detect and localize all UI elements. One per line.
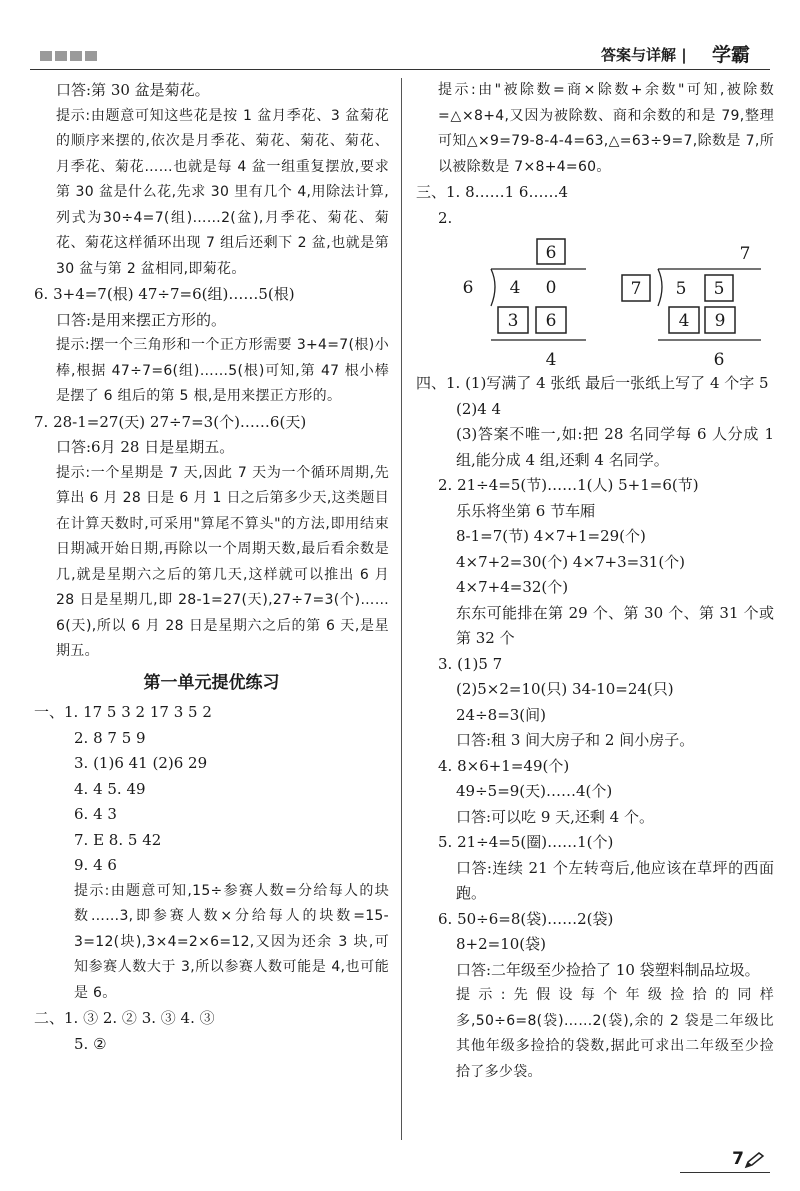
answer-line: 4×7+2=30(个) 4×7+3=31(个)	[456, 552, 686, 571]
answer-line: 口答:租 3 间大房子和 2 间小房子。	[456, 731, 695, 749]
dividend-digit: 5	[713, 279, 725, 299]
answer-line: 东东可能排在第 29 个、第 30 个、第 31 个或第 32 个	[456, 603, 774, 647]
product-digit: 4	[678, 311, 690, 331]
right-column	[416, 78, 774, 1085]
answer-line: 四、1. (1)写满了 4 张纸 最后一张纸上写了 4 个字 5	[416, 374, 769, 392]
answer-line: 口答:6月 28 日是星期五。	[56, 438, 235, 456]
hint-paragraph: 提示:一个星期是 7 天,因此 7 天为一个循环周期,先算出 6 月 28 日是 6 月 1 日之后第多少天,这类题目在计算天数时,可采用"算尾不算头"的方法,即用结束日期减开始日期,再除以一个周期天数,最后看余数是几,就是星期六之后的第几天,这样就可以推出 6 月 28 日是星期几,即 28-1=27(天),27÷7=3(个)……6(天),所以 6 月 28 日是星期六之后的第 6 天,是星期五。	[56, 464, 389, 659]
remainder: 6	[713, 350, 725, 370]
footer-rule	[680, 1172, 770, 1173]
answer-line: (2)4 4	[456, 399, 502, 418]
product-digit: 3	[507, 311, 519, 331]
answer-line: 24÷8=3(间)	[456, 705, 547, 724]
answer-line: 口答:可以吃 9 天,还剩 4 个。	[456, 807, 654, 826]
answer-line: 口答:二年级至少捡拾了 10 袋塑料制品垃圾。	[456, 960, 760, 979]
answer-line: 口答:连续 21 个左转弯后,他应该在草坪的西面跑。	[456, 858, 774, 902]
quotient-digit: 6	[545, 243, 557, 263]
answer-line: 乐乐将坐第 6 节车厢	[456, 501, 596, 520]
long-division-figure	[416, 231, 774, 371]
quotient-digit: 7	[739, 244, 751, 264]
divisor-digit: 7	[630, 279, 642, 299]
header-title: 答案与详解 |	[601, 46, 687, 64]
answer-line: 5. ②	[74, 1034, 107, 1053]
section-title: 第一单元提优练习	[143, 672, 280, 693]
column-divider	[401, 78, 402, 1140]
answer-line: (2)5×2=10(只) 34-10=24(只)	[456, 680, 674, 698]
answer-line: 3. (1)6 41 (2)6 29	[74, 754, 208, 772]
answer-line: 2. 8 7 5 9	[74, 728, 146, 747]
answer-line: (3)答案不唯一,如:把 28 名同学每 6 人分成 1 组,能分成 4 组,还剩 4 名同学。	[456, 425, 774, 469]
long-division-svg	[416, 231, 774, 371]
answer-line: 一、1. 17 5 3 2 17 3 5 2	[34, 703, 212, 721]
header-brand: 学霸	[711, 44, 750, 66]
divisor: 6	[462, 278, 474, 298]
product-digit: 9	[714, 311, 726, 331]
left-column	[34, 78, 389, 1057]
pencil-icon	[744, 1151, 766, 1169]
answer-line: 3. (1)5 7	[438, 654, 503, 673]
answer-line: 4. 8×6+1=49(个)	[438, 756, 570, 775]
division-bracket	[491, 269, 495, 306]
answer-line: 5. 21÷4=5(圈)……1(个)	[438, 833, 614, 851]
answer-line: 7. 28-1=27(天) 27÷7=3(个)……6(天)	[34, 412, 307, 431]
hint-paragraph: 提示:由题意可知这些花是按 1 盆月季花、3 盆菊花的顺序来摆的,依次是月季花、菊花、菊花、菊花、月季花、菊花……也就是每 4 盆一组重复摆放,要求第 30 盆是什么花,先求 30 里有几个 4,用除法计算,列式为30÷4=7(组)……2(盆),月季花、菊花、菊花、菊花这样循环出现 7 组后还剩下 2 盆,也就是第30 盆与第 2 盆相同,即菊花。	[56, 107, 389, 277]
answer-line: 二、1. ③ 2. ② 3. ③ 4. ③	[34, 1009, 215, 1027]
dividend-digit: 4	[509, 278, 521, 298]
answer-line: 6. 3+4=7(根) 47÷7=6(组)……5(根)	[34, 285, 295, 303]
product-digit: 6	[545, 311, 557, 331]
dividend-digit: 5	[675, 279, 687, 299]
answer-line: 6. 4 3	[74, 805, 117, 823]
answer-line: 2. 21÷4=5(节)……1(人) 5+1=6(节)	[438, 476, 699, 494]
page-number: 7	[732, 1149, 744, 1169]
answer-line: 口答:第 30 盆是菊花。	[56, 81, 210, 99]
hint-paragraph: 提示:先假设每个年级捡拾的同样多,50÷6=8(袋)……2(袋),余的 2 袋是二年级比其他年级多捡拾的袋数,据此可求出二年级至少捡拾了多少袋。	[456, 987, 774, 1080]
hint-paragraph: 提示:摆一个三角形和一个正方形需要 3+4=7(根)小棒,根据 47÷7=6(组)……5(根)可知,第 47 根小棒是摆了 6 组后的第 5 根,是用来摆正方形的。	[56, 337, 389, 404]
remainder: 4	[545, 350, 557, 370]
header-rule	[30, 69, 770, 70]
answer-line: 7. E 8. 5 42	[74, 830, 162, 849]
answer-line: 4. 4 5. 49	[74, 779, 146, 798]
answer-line: 9. 4 6	[74, 856, 117, 874]
answer-line: 8+2=10(袋)	[456, 935, 547, 953]
division-bracket	[658, 269, 662, 306]
hint-paragraph: 提示:由"被除数=商×除数+余数"可知,被除数=△×8+4,又因为被除数、商和余数的和是 79,整理可知△×9=79-8-4-4=63,△=63÷9=7,除数是 7,所以被除数是 7×8+4=60。	[438, 82, 774, 175]
answer-line: 2.	[438, 208, 453, 227]
dividend-digit: 0	[545, 278, 557, 298]
answer-line: 49÷5=9(天)……4(个)	[456, 782, 613, 800]
hint-paragraph: 提示:由题意可知,15÷参赛人数=分给每人的块数……3,即参赛人数×分给每人的块数=15-3=12(块),3×4=2×6=12,又因为还余 3 块,可知参赛人数大于 3,所以参赛人数可能是 4,也可能是 6。	[74, 882, 389, 1001]
answer-line: 三、1. 8……1 6……4	[416, 183, 569, 201]
answer-line: 8-1=7(节) 4×7+1=29(个)	[456, 527, 646, 545]
answer-line: 口答:是用来摆正方形的。	[56, 310, 227, 329]
answer-line: 6. 50÷6=8(袋)……2(袋)	[438, 909, 614, 928]
answer-line: 4×7+4=32(个)	[456, 578, 569, 596]
header-decoration	[40, 51, 97, 61]
